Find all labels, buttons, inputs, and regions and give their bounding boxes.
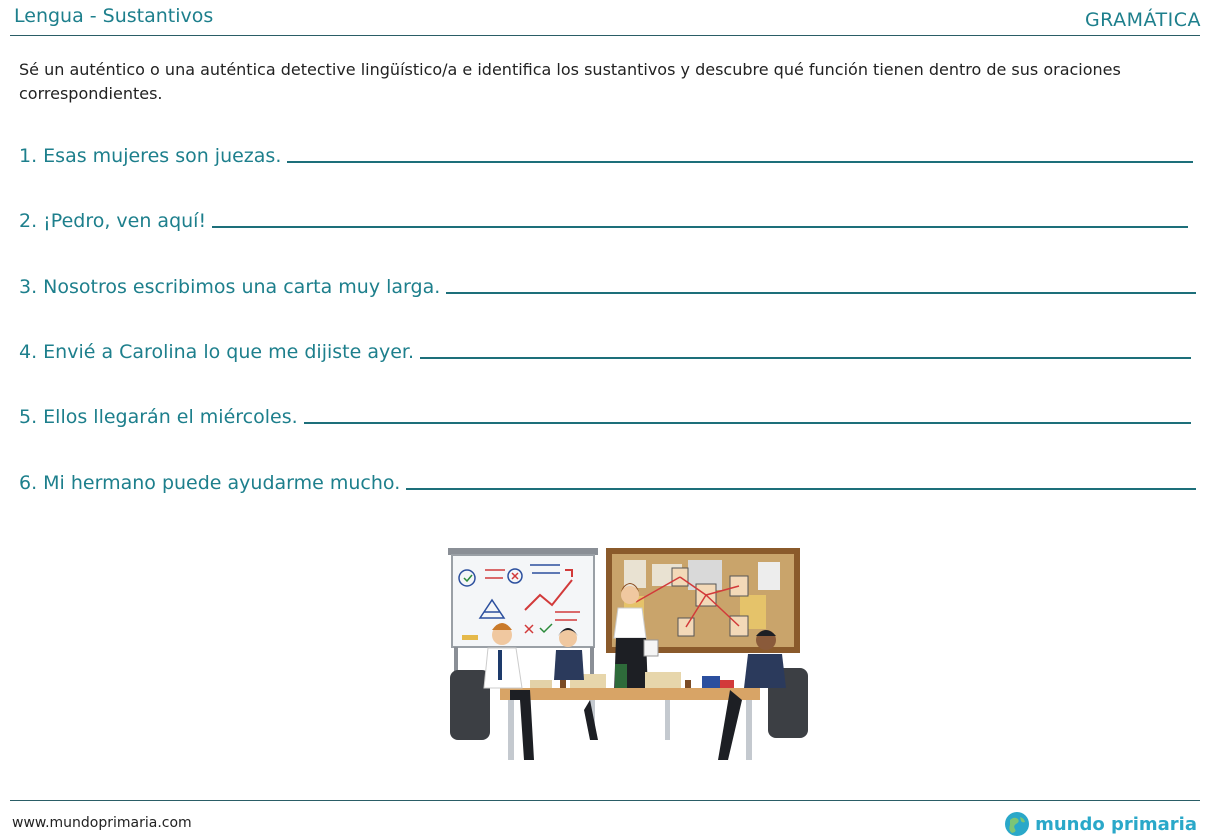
globe-icon bbox=[1003, 810, 1031, 838]
logo-text: mundo primaria bbox=[1035, 813, 1197, 835]
exercise-sentence: 6. Mi hermano puede ayudarme mucho. bbox=[19, 472, 401, 494]
exercise-2 bbox=[19, 210, 1188, 232]
exercise-sentence: 5. Ellos llegarán el miércoles. bbox=[19, 406, 298, 428]
exercise-5 bbox=[19, 406, 1191, 428]
chair-left bbox=[450, 670, 490, 740]
exercise-4 bbox=[19, 341, 1191, 363]
exercise-sentence: 3. Nosotros escribimos una carta muy larga. bbox=[19, 276, 441, 298]
answer-line[interactable] bbox=[446, 292, 1196, 294]
answer-line[interactable] bbox=[420, 357, 1191, 359]
mundo-primaria-logo[interactable] bbox=[1003, 810, 1197, 838]
answer-line[interactable] bbox=[287, 161, 1193, 163]
page-title: Lengua - Sustantivos bbox=[14, 5, 214, 27]
answer-line[interactable] bbox=[406, 488, 1196, 490]
footer-divider bbox=[10, 800, 1200, 801]
instructions-text: Sé un auténtico o una auténtica detective lingüístico/a e identifica los sustantivos y descubre qué función tienen dentro de sus oraciones correspondientes. bbox=[19, 60, 1121, 103]
exercise-sentence: 1. Esas mujeres son juezas. bbox=[19, 145, 282, 167]
category-label: GRAMÁTICA bbox=[1084, 9, 1201, 31]
header-divider bbox=[10, 35, 1200, 36]
detective-meeting-illustration bbox=[440, 540, 815, 775]
exercise-1 bbox=[19, 145, 1193, 167]
exercise-3 bbox=[19, 276, 1196, 298]
answer-line[interactable] bbox=[212, 226, 1188, 228]
exercise-sentence: 2. ¡Pedro, ven aquí! bbox=[19, 210, 207, 232]
answer-line[interactable] bbox=[304, 422, 1191, 424]
footer-url[interactable]: www.mundoprimaria.com bbox=[12, 815, 192, 831]
exercise-6 bbox=[19, 472, 1196, 494]
exercise-sentence: 4. Envié a Carolina lo que me dijiste ayer. bbox=[19, 341, 415, 363]
